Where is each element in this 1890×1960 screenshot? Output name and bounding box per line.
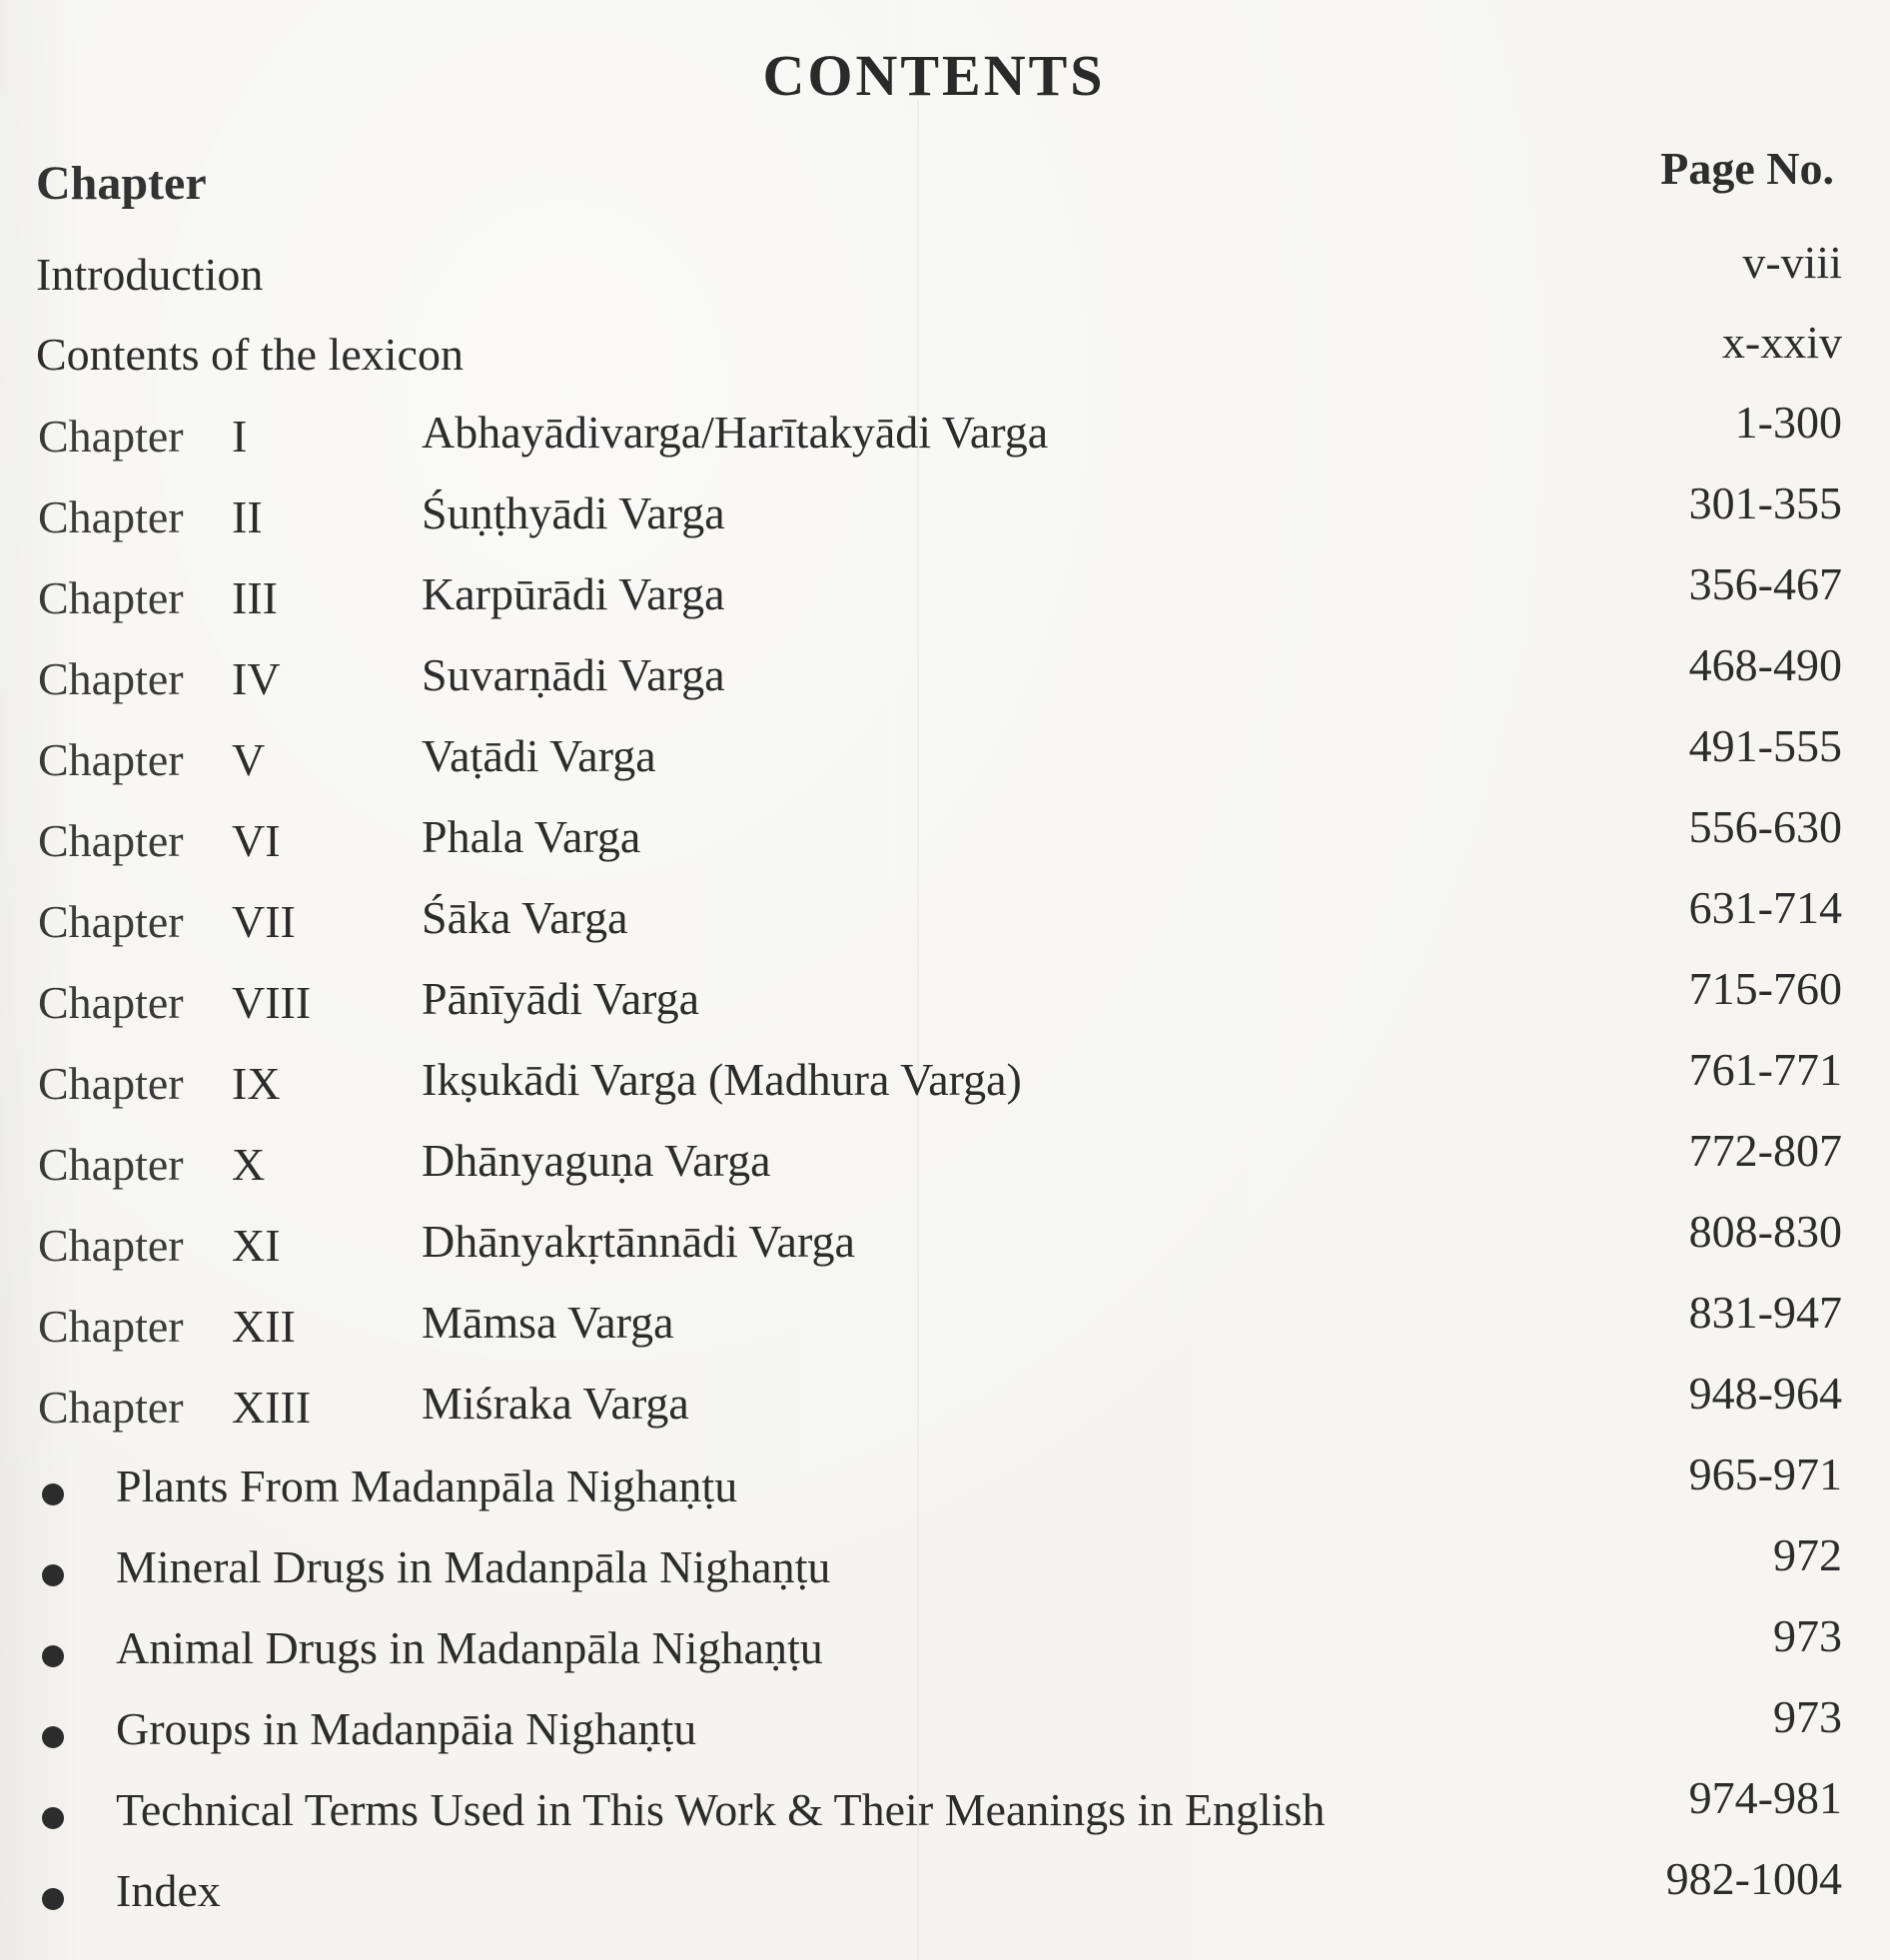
toc-row-chapter-11 xyxy=(0,1205,1890,1269)
chapter-page-range: 556-630 xyxy=(1688,801,1842,852)
chapter-number: III xyxy=(232,572,278,623)
chapter-title: Dhānyakṛtānnādi Varga xyxy=(422,1216,855,1267)
toc-row-chapter-13 xyxy=(0,1367,1890,1431)
chapter-number: V xyxy=(232,734,266,785)
chapter-title: Karpūrādi Varga xyxy=(422,568,725,619)
chapter-number: VII xyxy=(232,896,296,947)
appendix-page: 974-981 xyxy=(1688,1772,1842,1823)
chapter-label: Chapter xyxy=(38,411,184,462)
chapter-title: Ikṣukādi Varga (Madhura Varga) xyxy=(422,1054,1022,1105)
chapter-number: I xyxy=(232,411,248,462)
chapter-page-range: 831-947 xyxy=(1688,1287,1842,1338)
chapter-number: IV xyxy=(232,653,281,704)
chapter-page-range: 301-355 xyxy=(1688,478,1842,528)
toc-row-chapter-8 xyxy=(0,962,1890,1026)
entry-page: v-viii xyxy=(1742,237,1842,288)
chapter-label: Chapter xyxy=(38,491,184,542)
entry-title: Introduction xyxy=(36,249,264,300)
page-title: CONTENTS xyxy=(762,43,1106,108)
toc-row-chapter-12 xyxy=(0,1286,1890,1350)
toc-row-appendix-groups xyxy=(0,1690,1890,1754)
chapter-page-range: 631-714 xyxy=(1688,882,1842,933)
appendix-page: 965-971 xyxy=(1688,1449,1842,1499)
chapter-number: VIII xyxy=(232,977,312,1028)
chapter-label: Chapter xyxy=(38,1382,184,1433)
chapter-number: XIII xyxy=(232,1382,312,1433)
toc-row-chapter-9 xyxy=(0,1043,1890,1107)
chapter-page-range: 491-555 xyxy=(1688,720,1842,771)
toc-row-appendix-index xyxy=(0,1852,1890,1916)
chapter-title: Dhānyaguṇa Varga xyxy=(422,1135,771,1186)
chapter-label: Chapter xyxy=(38,977,184,1028)
appendix-page: 973 xyxy=(1773,1610,1842,1661)
chapter-label: Chapter xyxy=(38,572,184,623)
toc-row-chapter-4 xyxy=(0,638,1890,702)
bullet-icon xyxy=(42,1483,64,1505)
chapter-page-range: 715-760 xyxy=(1688,963,1842,1014)
toc-row-chapter-2 xyxy=(0,477,1890,540)
chapter-label: Chapter xyxy=(38,815,184,866)
appendix-page: 982-1004 xyxy=(1665,1853,1842,1904)
bullet-icon xyxy=(42,1564,64,1586)
chapter-page-range: 468-490 xyxy=(1688,639,1842,690)
toc-row-chapter-1 xyxy=(0,396,1890,460)
appendix-title: Plants From Madanpāla Nighaṇṭu xyxy=(116,1461,738,1511)
bullet-icon xyxy=(42,1888,64,1910)
toc-row-chapter-7 xyxy=(0,881,1890,945)
entry-page: x-xxiv xyxy=(1721,317,1842,368)
chapter-label: Chapter xyxy=(38,1058,184,1109)
chapter-title: Phala Varga xyxy=(422,811,641,862)
toc-row-appendix-animal-drugs xyxy=(0,1609,1890,1673)
bullet-icon xyxy=(42,1645,64,1667)
appendix-title: Index xyxy=(116,1865,221,1916)
chapter-title: Vaṭādi Varga xyxy=(422,730,656,781)
chapter-page-range: 1-300 xyxy=(1734,397,1842,448)
appendix-title: Animal Drugs in Madanpāla Nighaṇṭu xyxy=(116,1622,823,1673)
appendix-page: 972 xyxy=(1773,1529,1842,1580)
chapter-number: IX xyxy=(232,1058,281,1109)
toc-row-contents-of-lexicon xyxy=(0,316,1890,380)
chapter-page-range: 356-467 xyxy=(1688,558,1842,609)
appendix-title: Technical Terms Used in This Work & Their Meanings in English xyxy=(116,1784,1326,1835)
chapter-page-range: 808-830 xyxy=(1688,1206,1842,1257)
appendix-page: 973 xyxy=(1773,1691,1842,1742)
chapter-number: XI xyxy=(232,1220,281,1271)
chapter-title: Miśraka Varga xyxy=(422,1378,689,1429)
appendix-title: Mineral Drugs in Madanpāla Nighaṇṭu xyxy=(116,1541,831,1592)
chapter-title: Śuṇṭhyādi Varga xyxy=(422,488,725,538)
chapter-label: Chapter xyxy=(38,896,184,947)
chapter-label: Chapter xyxy=(38,734,184,785)
chapter-number: II xyxy=(232,491,263,542)
chapter-page-range: 948-964 xyxy=(1688,1368,1842,1419)
chapter-label: Chapter xyxy=(38,653,184,704)
chapter-title: Pānīyādi Varga xyxy=(422,973,700,1024)
entry-title: Contents of the lexicon xyxy=(36,329,464,380)
chapter-page-range: 772-807 xyxy=(1688,1125,1842,1176)
chapter-label: Chapter xyxy=(38,1301,184,1352)
chapter-title: Māmsa Varga xyxy=(422,1297,674,1348)
toc-row-chapter-3 xyxy=(0,557,1890,621)
chapter-title: Abhayādivarga/Harītakyādi Varga xyxy=(422,407,1049,458)
bullet-icon xyxy=(42,1807,64,1829)
toc-row-chapter-6 xyxy=(0,800,1890,864)
chapter-label: Chapter xyxy=(38,1139,184,1190)
toc-row-introduction xyxy=(0,236,1890,300)
column-header-page-no: Page No. xyxy=(1660,143,1834,194)
bullet-icon xyxy=(42,1726,64,1748)
appendix-title: Groups in Madanpāia Nighaṇṭu xyxy=(116,1703,697,1754)
toc-row-appendix-technical-terms xyxy=(0,1771,1890,1835)
chapter-number: VI xyxy=(232,815,281,866)
toc-row-appendix-mineral-drugs xyxy=(0,1528,1890,1592)
chapter-page-range: 761-771 xyxy=(1688,1044,1842,1095)
column-header-chapter: Chapter xyxy=(36,157,207,210)
chapter-label: Chapter xyxy=(38,1220,184,1271)
toc-row-chapter-10 xyxy=(0,1124,1890,1188)
chapter-title: Śāka Varga xyxy=(422,892,628,943)
chapter-number: X xyxy=(232,1139,266,1190)
toc-row-appendix-plants xyxy=(0,1448,1890,1511)
toc-row-chapter-5 xyxy=(0,719,1890,783)
chapter-number: XII xyxy=(232,1301,296,1352)
chapter-title: Suvarṇādi Varga xyxy=(422,649,725,700)
